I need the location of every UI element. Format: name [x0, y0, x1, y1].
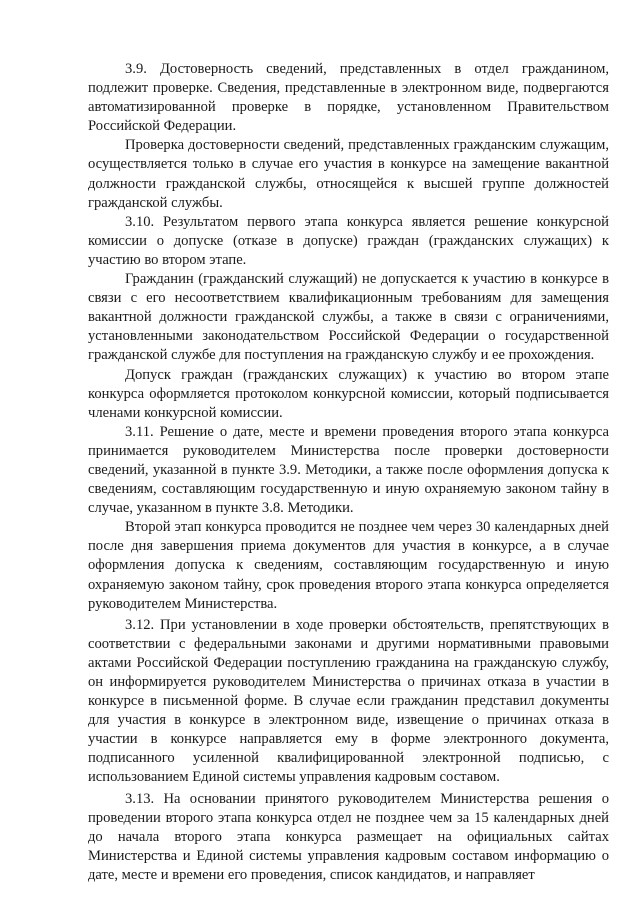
paragraph-3-13: 3.13. На основании принятого руководителем Министерства решения о проведении второго этапа конкурса отдел не позднее чем за 15 календарных дней до начала второго этапа конкурса размещает на официальных сайтах Министерства и Единой системы управления кадровым составом информацию о дате, месте и времени его проведения, список кандидатов, и направляет — [88, 790, 609, 883]
paragraph-3-10: 3.10. Результатом первого этапа конкурса является решение конкурсной комиссии о допуске (отказе в допуске) граждан (гражданских служащих) к участию во втором этапе. — [88, 213, 609, 268]
paragraph-second-stage-deadline: Второй этап конкурса проводится не позднее чем через 30 календарных дней после дня завершения приема документов для участия в конкурсе, а в случае оформления допуска к сведениям, составляющим государственную и иную охраняемую законом тайну, срок проведения второго этапа конкурса определяется руководителем Министерства. — [88, 519, 609, 612]
paragraph-3-11: 3.11. Решение о дате, месте и времени проведения второго этапа конкурса принимается руководителем Министерства после проверки достоверности сведений, указанной в пункте 3.9. Методики, а также после оформления допуска к сведениям, составляющим государственную и иную охраняемую законом тайну в случае, указанном в пункте 3.8. Методики. — [88, 423, 609, 517]
paragraph-verification-civil-servant: Проверка достоверности сведений, представленных гражданским служащим, осуществляется только в случае его участия в конкурсе на замещение вакантной должности гражданской службы, относящейся к высшей группе должностей гражданской службы. — [88, 137, 609, 211]
paragraph-admission-protocol: Допуск граждан (гражданских служащих) к участию во втором этапе конкурса оформляется протоколом конкурсной комиссии, который подписывается членами конкурсной комиссии. — [88, 366, 609, 421]
paragraph-3-12: 3.12. При установлении в ходе проверки обстоятельств, препятствующих в соответствии с федеральными законами и другими нормативными правовыми актами Российской Федерации поступлению гражданина на гражданскую службу, он информируется руководителем Министерства о причинах отказа в участии в конкурсе в письменной форме. В случае если гражданин представил документы для участия в конкурсе в электронном виде, извещение о причинах отказа в участии в конкурсе направляется ему в форме электронного документа, подписанного усиленной квалифицированной электронной подписью, с использованием Единой системы управления кадровым составом. — [88, 616, 609, 786]
document-page — [88, 60, 609, 885]
paragraph-admission-refusal: Гражданин (гражданский служащий) не допускается к участию в конкурсе в связи с его несоответствием квалификационным требованиям для замещения вакантной должности гражданской службы, а также в связи с ограничениями, установленными законодательством Российской Федерации о государственной гражданской службе для поступления на гражданскую службу и ее прохождения. — [88, 271, 609, 364]
paragraph-3-9: 3.9. Достоверность сведений, представленных в отдел гражданином, подлежит проверке. Сведения, представленные в электронном виде, подвергаются автоматизированной проверке в порядке, установленном Правительством Российской Федерации. — [88, 61, 609, 135]
